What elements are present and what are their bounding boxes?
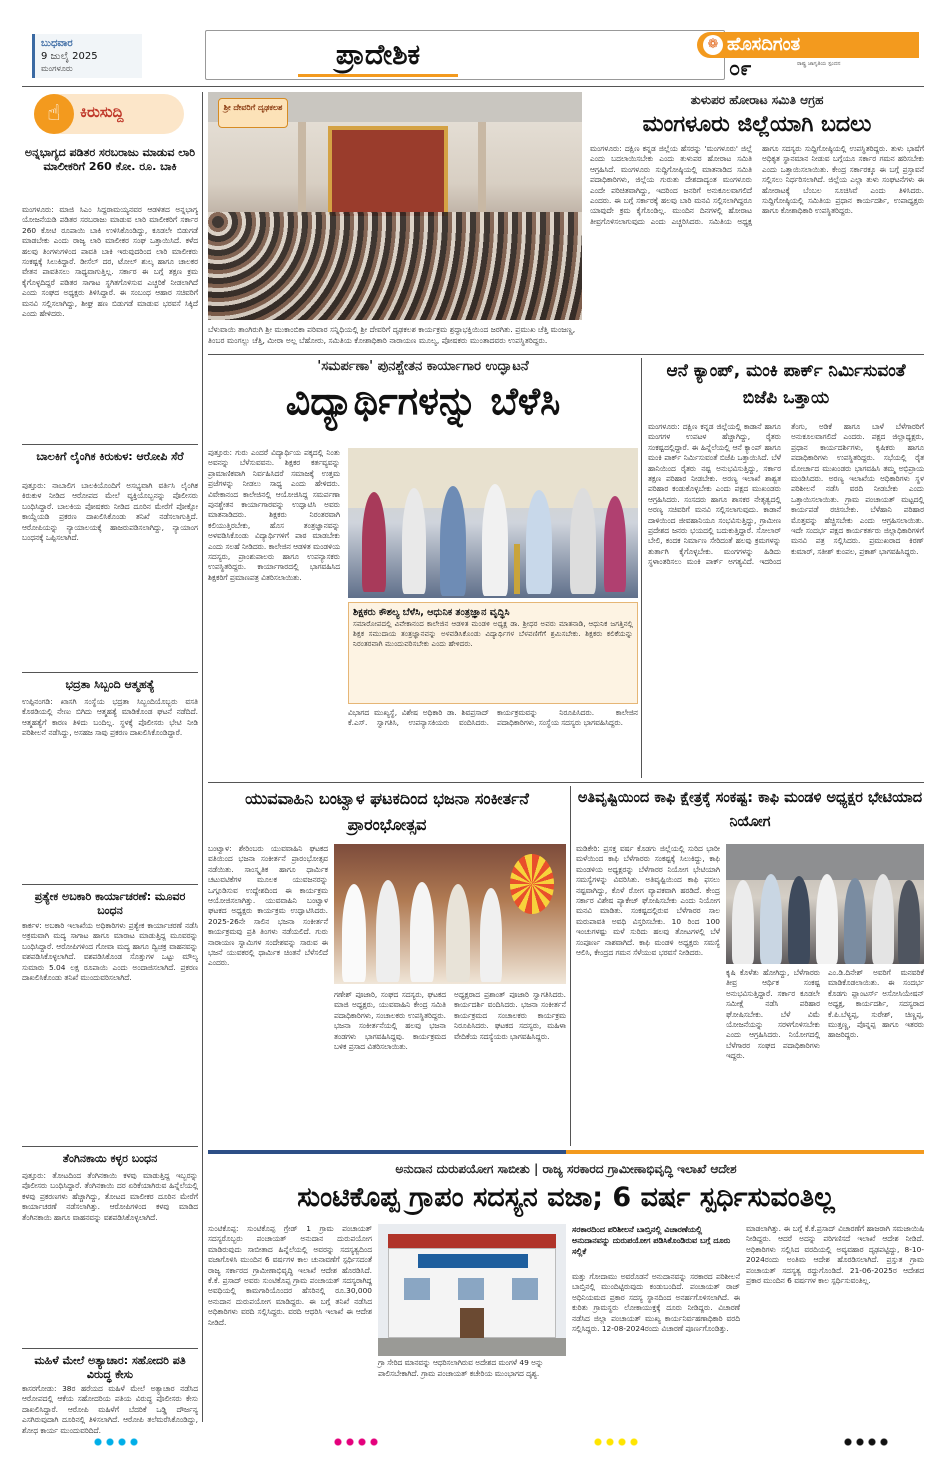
paper-logo bbox=[697, 32, 919, 80]
brief-divider-3 bbox=[22, 884, 198, 885]
idol-frame bbox=[510, 854, 554, 914]
lotus-icon: ❁ bbox=[703, 35, 723, 55]
date-block bbox=[32, 34, 142, 78]
elephant-story bbox=[648, 358, 927, 778]
masthead-day: ಬುಧವಾರ bbox=[41, 38, 73, 49]
brief-divider-5 bbox=[22, 1348, 198, 1349]
yuvavahini-vrule bbox=[570, 786, 571, 1146]
sunti-kicker: ಅನುದಾನ ದುರುಪಯೋಗ ಸಾಬೀತು | ರಾಜ್ಯ ಸರಕಾರದ ಗ್ರಾಮೀಣಾಭಿವೃದ್ಧಿ ಇಲಾಖೆ ಆದೇಶ bbox=[395, 1162, 737, 1176]
paper-tagline: ರಾಷ್ಟ್ರ ಜಾಗೃತಿಯ ಸ್ಪಂದನ bbox=[797, 61, 841, 67]
lamp bbox=[514, 544, 520, 594]
delegate-3 bbox=[788, 876, 810, 964]
devotee-4 bbox=[446, 884, 470, 982]
brief-4 bbox=[22, 890, 201, 1139]
samarpana-caption-title: ಶಿಕ್ಷಕರು ಕೌಶಲ್ಯ ಬೆಳೆಸಿ, ಆಧುನಿಕ ತಂತ್ರಜ್ಞಾನ ವೃದ್ಧಿಸಿ bbox=[353, 607, 510, 618]
yuvavahini-body-3: ಅಧ್ಯಕ್ಷರಾದ ಪ್ರಶಾಂತ್ ಪೂಜಾರಿ ಸ್ವಾಗತಿಸಿದರು. ಕಾರ್ಯದರ್ಶಿ ವಂದಿಸಿದರು. ಭಜನಾ ಸಂಕೀರ್ತನೆ ಕಾರ್ಯಕ್ರಮದ ಸಂಚಾಲಕರು ಕಾರ್ಯಕ್ರಮ ನಿರೂಪಿಸಿದರು. ಘಟಕದ ಸದಸ್ಯರು, ಮಹಿಳಾ ವೇದಿಕೆಯ ಸದಸ್ಯೆಯರು ಭಾಗವಹಿಸಿದ್ದರು. bbox=[454, 990, 569, 1041]
sunti-divider-bar bbox=[208, 1150, 924, 1154]
samarpana-kicker: 'ಸಮರ್ಪಣಾ' ಪುನಶ್ಚೇತನ ಕಾರ್ಯಾಗಾರ ಉದ್ಘಾಟನೆ bbox=[317, 359, 529, 374]
brief-divider-1 bbox=[22, 444, 198, 445]
brief-6-body: ಕಾಸರಗೋಡು: 38ರ ಹರೆಯದ ಮಹಿಳೆ ಮೇಲೆ ಅತ್ಯಾಚಾರ ನಡೆಸಿದ ಆರೋಪದಲ್ಲಿ ಆಕೆಯ ಸಹೋದರಿಯ ಪತಿಯ ವಿರುದ್ಧ ಪೊಲೀಸರು ಕೇಸು ದಾಖಲಿಸಿದ್ದಾರೆ. ಆರೋಪಿ ಮಹಿಳೆಗೆ ಬೆದರಿಕೆ ಒಡ್ಡಿ ದೌರ್ಜನ್ಯ ಎಸಗಿರುವುದಾಗಿ ದೂರಿನಲ್ಲಿ ತಿಳಿಸಲಾಗಿದೆ. ಆರೋಪಿ ತಲೆಮರೆಸಿಕೊಂಡಿದ್ದು, ಶೋಧ ಕಾರ್ಯ ಮುಂದುವರಿದಿದೆ. bbox=[22, 1384, 201, 1435]
masthead-rule bbox=[22, 86, 924, 87]
brief-2-title: ಬಾಲಕಿಗೆ ಲೈಂಗಿಕ ಕಿರುಕುಳ: ಆರೋಪಿ ಸೆರೆ bbox=[36, 450, 184, 463]
temple-caption: ಬೆಳುವಾಯಿ ತಾಂಗಿರುಗಿ ಶ್ರೀ ಮುಕಾಂಬಿಕಾ ಪರಿವಾರ ಸನ್ನಿಧಿಯಲ್ಲಿ ಶ್ರೀ ದೇವರಿಗೆ ದೃಢಕಲಶ ಕಾರ್ಯಕ್ರಮ ಶ್ರದ್ಧಾಭಕ್ತಿಯಿಂದ ಜರಗಿತು. ಪ್ರಮುಖ ಚೆತ್ತಿ ಮಂಜಣ್ಣ, ತಿಂಬರ ಮಂಗಲ್ಲು ಚೆತ್ತಿ, ಮೀರಾ ಅಲ್ಲ ಬೆಹೋರು, ಸಮಿತಿಯ ಕೋಶಾಧಿಕಾರಿ ನಾರಾಯಣ ಮೂಲ್ಯ, ಪೋಷಕರು ಮುಂತಾದವರು ಉಪಸ್ಥಿತರಿದ್ದರು. bbox=[208, 325, 576, 345]
building-roof bbox=[388, 1234, 556, 1248]
kirusuddi-label: ಕಿರುಸುದ್ದಿ bbox=[80, 103, 124, 121]
samarpana-caption-box bbox=[348, 602, 638, 704]
coffee-body: ಮಡಿಕೇರಿ: ಪ್ರಸಕ್ತ ವರ್ಷ ಕೊಡಗು ಜಿಲ್ಲೆಯಲ್ಲಿ ಸುರಿದ ಭಾರೀ ಮಳೆಯಿಂದ ಕಾಫಿ ಬೆಳೆಗಾರರು ಸಂಕಷ್ಟಕ್ಕೆ ಸಿಲುಕಿದ್ದು, ಕಾಫಿ ಮಂಡಳಿಯ ಅಧ್ಯಕ್ಷರನ್ನು ಬೆಳೆಗಾರರ ನಿಯೋಗ ಭೇಟಿಯಾಗಿ ಸಮಸ್ಯೆಗಳನ್ನು ವಿವರಿಸಿತು. ಅತಿವೃಷ್ಟಿಯಿಂದ ಕಾಫಿ ಫಸಲು ನಷ್ಟವಾಗಿದ್ದು, ಕೊಳೆ ರೋಗ ವ್ಯಾಪಕವಾಗಿ ಹರಡಿದೆ. ಕೇಂದ್ರ ಸರ್ಕಾರ ವಿಶೇಷ ಪ್ಯಾಕೇಜ್ ಘೋಷಿಸಬೇಕು ಎಂದು ನಿಯೋಗ ಮನವಿ ಮಾಡಿತು. ಸಂಕಷ್ಟದಲ್ಲಿರುವ ಬೆಳೆಗಾರರ ಸಾಲ ಮರುಪಾವತಿ ಅವಧಿ ವಿಸ್ತರಿಸಬೇಕು. 10 ರಿಂದ 100 ಇಂಚುಗಳಷ್ಟು ಮಳೆ ಸುರಿದು ಹಲವು ತೋಟಗಳಲ್ಲಿ ಬೆಳೆ ಸಂಪೂರ್ಣ ನಾಶವಾಗಿದೆ. ಕಾಫಿ ಮಂಡಳಿ ಅಧ್ಯಕ್ಷರು ಸಮಸ್ಯೆ ಆಲಿಸಿ, ಕೇಂದ್ರದ ಗಮನ ಸೆಳೆಯುವ ಭರವಸೆ ನೀಡಿದರು. bbox=[576, 844, 723, 958]
delegate-1 bbox=[732, 880, 754, 964]
building-door bbox=[460, 1308, 484, 1338]
brief-5 bbox=[22, 1152, 201, 1341]
sunti-body: ಸುಂಟಿಕೊಪ್ಪ: ಸುಂಟಿಕೊಪ್ಪ ಗ್ರೇಡ್ 1 ಗ್ರಾಮ ಪಂಚಾಯತ್ ಸದಸ್ಯರೊಬ್ಬರು ಪಂಚಾಯತ್ ಅನುದಾನ ದುರುಪಯೋಗ ಮಾಡಿರುವುದು ಸಾಬೀತಾದ ಹಿನ್ನೆಲೆಯಲ್ಲಿ ಅವರನ್ನು ಸದಸ್ಯತ್ವದಿಂದ ವಜಾಗೊಳಿಸಿ ಮುಂದಿನ 6 ವರ್ಷಗಳ ಕಾಲ ಚುನಾವಣೆಗೆ ಸ್ಪರ್ಧಿಸದಂತೆ ರಾಜ್ಯ ಸರ್ಕಾರದ ಗ್ರಾಮೀಣಾಭಿವೃದ್ಧಿ ಇಲಾಖೆ ಆದೇಶ ಹೊರಡಿಸಿದೆ. ಕೆ.ಕೆ. ಪ್ರಸಾದ್ ಅವರು ಸುಂಟಿಕೊಪ್ಪ ಗ್ರಾಮ ಪಂಚಾಯತ್ ಸದಸ್ಯರಾಗಿದ್ದ ಅವಧಿಯಲ್ಲಿ ಕಾಮಗಾರಿಯೊಂದರ ಹೆಸರಿನಲ್ಲಿ ರೂ.30,000 ಅನುದಾನ ದುರುಪಯೋಗ ಮಾಡಿದ್ದರು. ಈ ಬಗ್ಗೆ ತನಿಖೆ ನಡೆಸಿದ ಅಧಿಕಾರಿಗಳು ವರದಿ ಸಲ್ಲಿಸಿದ್ದರು. ವರದಿ ಆಧರಿಸಿ ಇಲಾಖೆ ಈ ಆದೇಶ ನೀಡಿದೆ. bbox=[208, 1224, 375, 1327]
building-window-2 bbox=[458, 1278, 484, 1300]
reg-dots-2 bbox=[332, 1438, 382, 1446]
person-3 bbox=[440, 486, 466, 596]
brief-2-body: ಪುತ್ತೂರು: ನಾಬಾಲಿಗ ಬಾಲಕಿಯೊಂದಿಗೆ ಅಸಭ್ಯವಾಗಿ ವರ್ತಿಸಿ ಲೈಂಗಿಕ ಕಿರುಕುಳ ನೀಡಿದ ಆರೋಪದ ಮೇಲೆ ವ್ಯಕ್ತಿಯೊಬ್ಬನನ್ನು ಪೊಲೀಸರು ಬಂಧಿಸಿದ್ದಾರೆ. ಬಾಲಕಿಯ ಪೋಷಕರು ನೀಡಿದ ದೂರಿನ ಮೇರೆಗೆ ಪೋಕ್ಸೋ ಕಾಯ್ದೆಯಡಿ ಪ್ರಕರಣ ದಾಖಲಿಸಿಕೊಂಡು ತನಿಖೆ ನಡೆಸಲಾಗುತ್ತಿದೆ. ಆರೋಪಿಯನ್ನು ನ್ಯಾಯಾಲಯಕ್ಕೆ ಹಾಜರುಪಡಿಸಲಾಗಿದ್ದು, ನ್ಯಾಯಾಂಗ ಬಂಧನಕ್ಕೆ ಒಪ್ಪಿಸಲಾಗಿದೆ. bbox=[22, 481, 201, 543]
person-6 bbox=[570, 488, 596, 594]
temple-badge-text: ಶ್ರೀ ದೇವರಿಗೆ ದೃಢಕಲಶ bbox=[223, 103, 283, 112]
hand-icon: ☝ bbox=[34, 94, 74, 134]
sunti-subhead-box bbox=[572, 1224, 740, 1270]
devotee-3 bbox=[410, 882, 434, 982]
delegate-4 bbox=[816, 874, 838, 964]
tulu-headline: ಮಂಗಳೂರು ಜಿಲ್ಲೆಯಾಗಿ ಬದಲು bbox=[642, 112, 872, 137]
crowd-area bbox=[208, 212, 582, 320]
reg-dots-1 bbox=[92, 1438, 142, 1446]
coffee-body-2: ಕೃಷಿ ಕೊಳೆತು ಹೋಗಿದ್ದು, ಬೆಳೆಗಾರರು ತೀವ್ರ ಆರ್ಥಿಕ ಸಂಕಷ್ಟ ಅನುಭವಿಸುತ್ತಿದ್ದಾರೆ. ಸರ್ಕಾರ ಕೂಡಲೇ ಸಮೀಕ್ಷೆ ನಡೆಸಿ ಪರಿಹಾರ ಘೋಷಿಸಬೇಕು. ಬೆಳೆ ವಿಮೆ ಯೋಜನೆಯನ್ನು ಸರಳಗೊಳಿಸಬೇಕು ಎಂದು ಆಗ್ರಹಿಸಿದರು. ನಿಯೋಗದಲ್ಲಿ ಬೆಳೆಗಾರರ ಸಂಘದ ಪದಾಧಿಕಾರಿಗಳು ಇದ್ದರು. bbox=[726, 968, 823, 1061]
registration-marks bbox=[0, 1430, 945, 1454]
devotee-5 bbox=[480, 888, 502, 982]
person-5 bbox=[526, 490, 552, 594]
brief-6 bbox=[22, 1354, 201, 1435]
sunti-body-2: ಮತ್ತು ಗೋದಾಮು ಅವರೊಡನೆ ಅನುದಾನವನ್ನು ಸರಕಾರದ ಪರಿಶೀಲನೆ ಬಾಬ್ತಿನಲ್ಲಿ ಮುಂದಿಟ್ಟಿರುವುದು ಕಂಡುಬಂದಿದೆ. ಪಂಚಾಯತ್ ರಾಜ್ ಅಧಿನಿಯಮದ ಪ್ರಕಾರ ಸದಸ್ಯ ಸ್ಥಾನದಿಂದ ಅನರ್ಹಗೊಳಿಸಲಾಗಿದೆ. ಈ ಕುರಿತು ಗ್ರಾಮಸ್ಥರು ಲೋಕಾಯುಕ್ತಕ್ಕೆ ದೂರು ನೀಡಿದ್ದರು. ವಿಚಾರಣೆ ನಡೆಸಿದ ಜಿಲ್ಲಾ ಪಂಚಾಯತ್ ಮುಖ್ಯ ಕಾರ್ಯನಿರ್ವಹಣಾಧಿಕಾರಿ ವರದಿ ಸಲ್ಲಿಸಿದ್ದರು. 12-08-2024ರಂದು ವಿಚಾರಣೆ ಪೂರ್ಣಗೊಂಡಿತ್ತು. bbox=[572, 1272, 743, 1334]
brief-1-body: ಮಂಗಳೂರು: ಮಾಜಿ ಸಿಎಂ ಸಿದ್ದರಾಮಯ್ಯನವರ ಆಡಳಿತದ ಅನ್ನಭಾಗ್ಯ ಯೋಜನೆಯಡಿ ಪಡಿತರ ಸರಬರಾಜು ಮಾಡುವ ಲಾರಿ ಮಾಲೀಕರಿಗೆ ಸರ್ಕಾರ 260 ಕೋಟಿ ರೂಪಾಯಿ ಬಾಕಿ ಉಳಿಸಿಕೊಂಡಿದ್ದು, ಕೂಡಲೇ ಬಿಡುಗಡೆ ಮಾಡಬೇಕು ಎಂದು ರಾಜ್ಯ ಲಾರಿ ಮಾಲೀಕರ ಸಂಘ ಒತ್ತಾಯಿಸಿದೆ. ಕಳೆದ ಹಲವು ತಿಂಗಳುಗಳಿಂದ ಪಾವತಿ ಬಾಕಿ ಇರುವುದರಿಂದ ಲಾರಿ ಮಾಲೀಕರು ಸಂಕಷ್ಟಕ್ಕೆ ಸಿಲುಕಿದ್ದಾರೆ. ಡೀಸೆಲ್ ದರ, ಟೋಲ್ ಶುಲ್ಕ ಹಾಗೂ ಚಾಲಕರ ವೇತನ ಪಾವತಿಸಲು ಸಾಧ್ಯವಾಗುತ್ತಿಲ್ಲ. ಸರ್ಕಾರ ಈ ಬಗ್ಗೆ ತಕ್ಷಣ ಕ್ರಮ ಕೈಗೊಳ್ಳದಿದ್ದರೆ ಪಡಿತರ ಸಾಗಾಟ ಸ್ಥಗಿತಗೊಳಿಸುವ ಎಚ್ಚರಿಕೆ ನೀಡಲಾಗಿದೆ ಎಂದು ಸಂಘದ ಅಧ್ಯಕ್ಷರು ತಿಳಿಸಿದ್ದಾರೆ. ಈ ಸಂಬಂಧ ಆಹಾರ ಸಚಿವರಿಗೆ ಮನವಿ ಸಲ್ಲಿಸಲಾಗಿದ್ದು, ಶೀಘ್ರ ಹಣ ಬಿಡುಗಡೆ ಮಾಡುವ ಭರವಸೆ ಸಿಕ್ಕಿದೆ ಎಂದು ಹೇಳಿದರು. bbox=[22, 205, 201, 319]
yuvavahini-headline: ಯುವವಾಹಿನಿ ಬಂಟ್ವಾಳ ಘಟಕದಿಂದ ಭಜನಾ ಸಂಕೀರ್ತನೆ ಪ್ರಾರಂಭೋತ್ಸವ bbox=[245, 789, 529, 834]
middle-divider bbox=[208, 782, 924, 783]
samarpana-body-right: ವಿಭಾಗದ ಮುಖ್ಯಸ್ಥೆ, ವಿಶೇಷ ಅಧಿಕಾರಿ ಡಾ. ಶಿವಪ್ರಸಾದ್ ಕೆ.ಎಸ್. ಸ್ವಾಗತಿಸಿ, ಉಪನ್ಯಾಸಕಿಯರು ವಂದಿಸಿದರು. ಕಾರ್ಯಕ್ರಮವನ್ನು ನಿರೂಪಿಸಿದರು. ಕಾಲೇಜಿನ ಪದಾಧಿಕಾರಿಗಳು, ಸಂಸ್ಥೆಯ ಸದಸ್ಯರು ಭಾಗವಹಿಸಿದ್ದರು. bbox=[348, 708, 641, 728]
brief-divider-4 bbox=[22, 1146, 198, 1147]
page-number: ೦೯ bbox=[729, 56, 752, 80]
masthead-city: ಮಂಗಳೂರು bbox=[41, 64, 73, 73]
brief-1 bbox=[22, 146, 201, 441]
sunti-subhead: ಸರಕಾರದಿಂದ ಪರಿಶೀಲನೆ ಬಾಬ್ತಿನಲ್ಲಿ ವಿಚಾರಣೆಯಲ್ಲಿ ಅನುದಾನವನ್ನು ದುರುಪಯೋಗ ಪಡಿಸಿಕೊಂಡಿರುವ ಬಗ್ಗೆ ದೂರು ಸಲ್ಲಿಕೆ bbox=[572, 1225, 731, 1256]
left-column-rule bbox=[202, 92, 203, 1422]
kirusuddi-header bbox=[34, 94, 184, 134]
samarpana-caption-body: ಸಮಾರೋಪದಲ್ಲಿ ವಿವೇಕಾನಂದ ಕಾಲೇಜಿನ ಆಡಳಿತ ಮಂಡಳಿ ಅಧ್ಯಕ್ಷ ಡಾ. ಶ್ರೀಧರ ಅವರು ಮಾತನಾಡಿ, ಆಧುನಿಕ ಜಗತ್ತಿನಲ್ಲಿ ಶಿಕ್ಷಕ ಸಮುದಾಯ ತಂತ್ರಜ್ಞಾನವನ್ನು ಅಳವಡಿಸಿಕೊಂಡು ವಿದ್ಯಾರ್ಥಿಗಳ ಬೆಳವಣಿಗೆಗೆ ಶ್ರಮಿಸಬೇಕು. ಶಿಕ್ಷಕರು ಕಲಿಕೆಯನ್ನು ನಿರಂತರವಾಗಿ ಮುಂದುವರಿಸಬೇಕು ಎಂದು ಹೇಳಿದರು. bbox=[353, 619, 636, 648]
samarpana-photo bbox=[348, 448, 638, 598]
brief-5-body: ಪುತ್ತೂರು: ತೋಟದಿಂದ ತೆಂಗಿನಕಾಯಿ ಕಳವು ಮಾಡುತ್ತಿದ್ದ ಇಬ್ಬರನ್ನು ಪೊಲೀಸರು ಬಂಧಿಸಿದ್ದಾರೆ. ತೆಂಗಿನಕಾಯಿ ದರ ಏರಿಕೆಯಾಗಿರುವ ಹಿನ್ನೆಲೆಯಲ್ಲಿ ಕಳವು ಪ್ರಕರಣಗಳು ಹೆಚ್ಚಾಗಿದ್ದು, ತೋಟದ ಮಾಲೀಕರ ದೂರಿನ ಮೇರೆಗೆ ಕಾರ್ಯಾಚರಣೆ ನಡೆಸಲಾಗಿತ್ತು. ಆರೋಪಿಗಳಿಂದ ಕಳವು ಮಾಡಿದ ತೆಂಗಿನಕಾಯಿ ಹಾಗೂ ವಾಹನವನ್ನು ವಶಪಡಿಸಿಕೊಳ್ಳಲಾಗಿದೆ. bbox=[22, 1171, 201, 1222]
yuvavahini-photo bbox=[334, 844, 566, 984]
ground bbox=[378, 1338, 566, 1356]
temple-photo bbox=[208, 92, 582, 320]
sunti-body-3: ಮಾಡಲಾಗಿತ್ತು. ಈ ಬಗ್ಗೆ ಕೆ.ಕೆ.ಪ್ರಸಾದ್ ವಿಚಾರಣೆಗೆ ಹಾಜರಾಗಿ ಸಮಜಾಯಿಷಿ ನೀಡಿದ್ದರು. ಆದರೆ ಅದನ್ನು ಪರಿಗಣಿಸದೆ ಇಲಾಖೆ ಆದೇಶ ನೀಡಿದೆ. ಅಧಿಕಾರಿಗಳು ಸಲ್ಲಿಸಿದ ವರದಿಯಲ್ಲಿ ಅವ್ಯವಹಾರ ದೃಢಪಟ್ಟಿದ್ದು, 8-10-2024ರಂದು ಅಂತಿಮ ಆದೇಶ ಹೊರಡಿಸಲಾಗಿದೆ. ಪ್ರಸ್ತುತ ಗ್ರಾಮ ಪಂಚಾಯತ್ ಸದಸ್ಯತ್ವ ರದ್ದುಗೊಂಡಿದೆ. 21-06-2025ರ ಆದೇಶದ ಪ್ರಕಾರ ಮುಂದಿನ 6 ವರ್ಷಗಳ ಕಾಲ ಸ್ಪರ್ಧಿಸುವಂತಿಲ್ಲ. bbox=[746, 1224, 927, 1286]
tulu-story bbox=[590, 92, 927, 350]
person-2 bbox=[402, 488, 426, 594]
building-signboard bbox=[418, 1254, 528, 1268]
delegate-5 bbox=[844, 878, 866, 964]
section-underline bbox=[298, 74, 458, 77]
delegate-7 bbox=[898, 880, 920, 964]
yuvavahini-body-2: ಗಣೇಶ್ ಪೂಜಾರಿ, ಸಂಘದ ಸದಸ್ಯರು, ಘಟಕದ ಮಾಜಿ ಅಧ್ಯಕ್ಷರು, ಯುವವಾಹಿನಿ ಕೇಂದ್ರ ಸಮಿತಿ ಪದಾಧಿಕಾರಿಗಳು, ಸಂಚಾಲಕರು ಉಪಸ್ಥಿತರಿದ್ದರು. ಭಜನಾ ಸಂಕೀರ್ತನೆಯಲ್ಲಿ ಹಲವು ಭಜನಾ ತಂಡಗಳು ಭಾಗವಹಿಸಿದ್ದವು. ಕಾರ್ಯಕ್ರಮದ ಬಳಿಕ ಪ್ರಸಾದ ವಿತರಿಸಲಾಯಿತು. bbox=[334, 990, 449, 1052]
coffee-photo bbox=[726, 844, 924, 964]
brief-3-title: ಭದ್ರತಾ ಸಿಬ್ಬಂದಿ ಆತ್ಮಹತ್ಯೆ bbox=[65, 678, 155, 691]
yuvavahini-body: ಬಂಟ್ವಾಳ: ಶೇರಿಂಬರು ಯುವವಾಹಿನಿ ಘಟಕದ ವತಿಯಿಂದ ಭಜನಾ ಸಂಕೀರ್ತನೆ ಪ್ರಾರಂಭೋತ್ಸವ ನಡೆಯಿತು. ಸಾಂಸ್ಕೃತಿಕ ಹಾಗೂ ಧಾರ್ಮಿಕ ಚಟುವಟಿಕೆಗಳ ಮೂಲಕ ಯುವಜನರನ್ನು ಒಗ್ಗೂಡಿಸುವ ಉದ್ದೇಶದಿಂದ ಈ ಕಾರ್ಯಕ್ರಮ ಆಯೋಜಿಸಲಾಗಿತ್ತು. ಯುವವಾಹಿನಿ ಬಂಟ್ವಾಳ ಘಟಕದ ಅಧ್ಯಕ್ಷರು ಕಾರ್ಯಕ್ರಮ ಉದ್ಘಾಟಿಸಿದರು. 2025-26ನೇ ಸಾಲಿನ ಭಜನಾ ಸಂಕೀರ್ತನೆ ಕಾರ್ಯಕ್ರಮವು ಪ್ರತಿ ತಿಂಗಳು ನಡೆಯಲಿದೆ. ಗುರು ನಾರಾಯಣ ಸ್ವಾಮಿಗಳ ಸಂದೇಶವನ್ನು ಸಾರುವ ಈ ಭಜನೆ ಯುವಕರಲ್ಲಿ ಧಾರ್ಮಿಕ ಚಿಂತನೆ ಬೆಳೆಸಲಿದೆ ಎಂದರು. bbox=[208, 844, 331, 968]
kirusuddi-column bbox=[22, 92, 201, 1435]
brief-6-title: ಮಹಿಳೆ ಮೇಲೆ ಅತ್ಯಾಚಾರ: ಸಹೋದರಿ ಪತಿ ವಿರುದ್ಧ ಕೇಸು bbox=[34, 1354, 186, 1381]
brief-divider-2 bbox=[22, 672, 198, 673]
brief-3-body: ಉಪ್ಪಿನಂಗಡಿ: ಖಾಸಗಿ ಸಂಸ್ಥೆಯ ಭದ್ರತಾ ಸಿಬ್ಬಂದಿಯೊಬ್ಬರು ವಸತಿ ಕೊಠಡಿಯಲ್ಲಿ ನೇಣು ಬಿಗಿದು ಆತ್ಮಹತ್ಯೆ ಮಾಡಿಕೊಂಡ ಘಟನೆ ನಡೆದಿದೆ. ಆತ್ಮಹತ್ಯೆಗೆ ಕಾರಣ ತಿಳಿದು ಬಂದಿಲ್ಲ. ಸ್ಥಳಕ್ಕೆ ಪೊಲೀಸರು ಭೇಟಿ ನೀಡಿ ಪರಿಶೀಲನೆ ನಡೆಸಿದ್ದು, ಅಸಹಜ ಸಾವು ಪ್ರಕರಣ ದಾಖಲಿಸಿಕೊಂಡಿದ್ದಾರೆ. bbox=[22, 697, 201, 738]
elephant-body: ಮಂಗಳೂರು: ದಕ್ಷಿಣ ಕನ್ನಡ ಜಿಲ್ಲೆಯಲ್ಲಿ ಕಾಡಾನೆ ಹಾಗೂ ಮಂಗಗಳ ಉಪಟಳ ಹೆಚ್ಚಾಗಿದ್ದು, ರೈತರು ಸಂಕಷ್ಟದಲ್ಲಿದ್ದಾರೆ. ಈ ಹಿನ್ನೆಲೆಯಲ್ಲಿ ಆನೆ ಕ್ಯಾಂಪ್ ಹಾಗೂ ಮಂಕಿ ಪಾರ್ಕ್ ನಿರ್ಮಿಸುವಂತೆ ಬಿಜೆಪಿ ಒತ್ತಾಯಿಸಿದೆ. ಬೆಳೆ ಹಾನಿಯಿಂದ ರೈತರು ನಷ್ಟ ಅನುಭವಿಸುತ್ತಿದ್ದು, ಸರ್ಕಾರ ತಕ್ಷಣ ಪರಿಹಾರ ನೀಡಬೇಕು. ಅರಣ್ಯ ಇಲಾಖೆ ಶಾಶ್ವತ ಪರಿಹಾರ ಕಂಡುಕೊಳ್ಳಬೇಕು ಎಂದು ಪಕ್ಷದ ಮುಖಂಡರು ಆಗ್ರಹಿಸಿದರು. ಸಂಸದರು ಹಾಗೂ ಶಾಸಕರ ನೇತೃತ್ವದಲ್ಲಿ ಅರಣ್ಯ ಸಚಿವರಿಗೆ ಮನವಿ ಸಲ್ಲಿಸಲಾಗುವುದು. ಕಾಡಾನೆ ದಾಳಿಯಿಂದ ಜೀವಹಾನಿಯೂ ಸಂಭವಿಸುತ್ತಿದ್ದು, ಗ್ರಾಮೀಣ ಪ್ರದೇಶದ ಜನರು ಭಯದಲ್ಲಿ ಬದುಕುತ್ತಿದ್ದಾರೆ. ಸೋಲಾರ್ ಬೇಲಿ, ಕಂದಕ ನಿರ್ಮಾಣ ಸೇರಿದಂತೆ ಹಲವು ಕ್ರಮಗಳನ್ನು ತುರ್ತಾಗಿ ಕೈಗೊಳ್ಳಬೇಕು. ಮಂಗಗಳನ್ನು ಹಿಡಿದು ಸ್ಥಳಾಂತರಿಸಲು ಮಂಕಿ ಪಾರ್ಕ್ ಅಗತ್ಯವಿದೆ. ಇದರಿಂದ ತೆಂಗು, ಅಡಿಕೆ ಹಾಗೂ ಬಾಳೆ ಬೆಳೆಗಾರರಿಗೆ ಅನುಕೂಲವಾಗಲಿದೆ ಎಂದರು. ಪಕ್ಷದ ಜಿಲ್ಲಾಧ್ಯಕ್ಷರು, ಪ್ರಧಾನ ಕಾರ್ಯದರ್ಶಿಗಳು, ಕೃಷಿಕರು ಹಾಗೂ ಪದಾಧಿಕಾರಿಗಳು ಉಪಸ್ಥಿತರಿದ್ದರು. ಸಭೆಯಲ್ಲಿ ರೈತ ಮೋರ್ಚಾದ ಮುಖಂಡರು ಭಾಗವಹಿಸಿ ತಮ್ಮ ಅಭಿಪ್ರಾಯ ಮಂಡಿಸಿದರು. ಅರಣ್ಯ ಇಲಾಖೆಯ ಅಧಿಕಾರಿಗಳು ಸ್ಥಳ ಪರಿಶೀಲನೆ ನಡೆಸಿ ವರದಿ ನೀಡಬೇಕು ಎಂದು ಒತ್ತಾಯಿಸಲಾಯಿತು. ಗ್ರಾಮ ಪಂಚಾಯತ್ ಮಟ್ಟದಲ್ಲಿ ಕಾರ್ಯಪಡೆ ರಚಿಸಬೇಕು. ಬೆಳೆಹಾನಿ ಪರಿಹಾರ ಮೊತ್ತವನ್ನು ಹೆಚ್ಚಿಸಬೇಕು ಎಂದು ಆಗ್ರಹಿಸಲಾಯಿತು. ಇದೇ ಸಂದರ್ಭ ಪಕ್ಷದ ಕಾರ್ಯಕರ್ತರು ಜಿಲ್ಲಾಧಿಕಾರಿಗಳಿಗೆ ಮನವಿ ಪತ್ರ ಸಲ್ಲಿಸಿದರು. ಪ್ರಮುಖರಾದ ಕಿರಣ್ ಕುಮಾರ್, ಸತೀಶ್ ಕುಂಪಲ, ಪ್ರಕಾಶ್ ಭಾಗವಹಿಸಿದ್ದರು. bbox=[648, 422, 927, 567]
section-banner bbox=[205, 30, 725, 80]
sunti-photo bbox=[378, 1224, 566, 1356]
temple-shrine bbox=[328, 126, 448, 216]
brief-4-title: ಪ್ರತ್ಯೇಕ ಅಬಕಾರಿ ಕಾರ್ಯಾಚರಣೆ: ಮೂವರ ಬಂಧನ bbox=[34, 890, 186, 917]
delegate-6 bbox=[872, 874, 894, 964]
temple-badge bbox=[218, 98, 288, 128]
person-1 bbox=[362, 492, 386, 592]
samarpana-body-left: ಪುತ್ತೂರು: ಗುರು ಎಂದರೆ ವಿದ್ಯಾರ್ಥಿಯ ಪಕ್ಕದಲ್ಲಿ ನಿಂತು ಅವನನ್ನು ಬೆಳೆಸುವವನು. ಶಿಕ್ಷಕರ ಕರ್ತವ್ಯವನ್ನು ಪ್ರಾಮಾಣಿಕವಾಗಿ ನಿರ್ವಹಿಸಿದರೆ ಸಮಾಜಕ್ಕೆ ಉತ್ತಮ ಪ್ರಜೆಗಳನ್ನು ನೀಡಲು ಸಾಧ್ಯ ಎಂದು ಹೇಳಿದರು. ವಿವೇಕಾನಂದ ಕಾಲೇಜಿನಲ್ಲಿ ಆಯೋಜಿಸಿದ್ದ ಸಮರ್ಪಣಾ ಪುನಶ್ಚೇತನ ಕಾರ್ಯಾಗಾರವನ್ನು ಉದ್ಘಾಟಿಸಿ ಅವರು ಮಾತನಾಡಿದರು. ಶಿಕ್ಷಕರು ನಿರಂತರವಾಗಿ ಕಲಿಯುತ್ತಿರಬೇಕು, ಹೊಸ ತಂತ್ರಜ್ಞಾನವನ್ನು ಅಳವಡಿಸಿಕೊಂಡು ವಿದ್ಯಾರ್ಥಿಗಳಿಗೆ ಪಾಠ ಮಾಡಬೇಕು ಎಂದು ಸಲಹೆ ನೀಡಿದರು. ಕಾಲೇಜಿನ ಆಡಳಿತ ಮಂಡಳಿಯ ಸದಸ್ಯರು, ಪ್ರಾಂಶುಪಾಲರು ಹಾಗೂ ಉಪನ್ಯಾಸಕರು ಉಪಸ್ಥಿತರಿದ್ದರು. ಕಾರ್ಯಾಗಾರದಲ್ಲಿ ಭಾಗವಹಿಸಿದ ಶಿಕ್ಷಕರಿಗೆ ಪ್ರಮಾಣಪತ್ರ ವಿತರಿಸಲಾಯಿತು. bbox=[208, 448, 343, 582]
paper-name: ಹೊಸದಿಗಂತ bbox=[727, 34, 801, 55]
brief-4-body: ಕಾರ್ಕಳ: ಅಬಕಾರಿ ಇಲಾಖೆಯ ಅಧಿಕಾರಿಗಳು ಪ್ರತ್ಯೇಕ ಕಾರ್ಯಾಚರಣೆ ನಡೆಸಿ ಅಕ್ರಮವಾಗಿ ಮದ್ಯ ಸಾಗಾಟ ಹಾಗೂ ಮಾರಾಟ ಮಾಡುತ್ತಿದ್ದ ಮೂವರನ್ನು ಬಂಧಿಸಿದ್ದಾರೆ. ಆರೋಪಿಗಳಿಂದ ಗೋವಾ ಮದ್ಯ ಹಾಗೂ ದ್ವಿಚಕ್ರ ವಾಹನವನ್ನು ವಶಪಡಿಸಿಕೊಳ್ಳಲಾಗಿದೆ. ವಶಪಡಿಸಿಕೊಂಡ ಸೊತ್ತುಗಳ ಒಟ್ಟು ಮೌಲ್ಯ ಸುಮಾರು 5.04 ಲಕ್ಷ ರೂಪಾಯಿ ಎಂದು ಅಂದಾಜಿಸಲಾಗಿದೆ. ಪ್ರಕರಣ ದಾಖಲಿಸಿಕೊಂಡು ತನಿಖೆ ಮುಂದುವರಿಸಲಾಗಿದೆ. bbox=[22, 921, 201, 983]
tulu-kicker: ತುಳುಪರ ಹೋರಾಟ ಸಮಿತಿ ಆಗ್ರಹ bbox=[690, 93, 824, 107]
building-window-1 bbox=[404, 1278, 430, 1300]
brief-1-title: ಅನ್ನಭಾಗ್ಯದ ಪಡಿತರ ಸರಬರಾಜು ಮಾಡುವ ಲಾರಿ ಮಾಲೀಕರಿಗೆ 260 ಕೋ. ರೂ. ಬಾಕಿ bbox=[24, 146, 196, 173]
coffee-story bbox=[576, 786, 924, 842]
coffee-body-3: ಎಂ.ಡಿ.ದಿನೇಶ್ ಅವರಿಗೆ ಮನವರಿಕೆ ಮಾಡಿಕೊಡಲಾಯಿತು. ಈ ಸಂದರ್ಭ ಕೊಡಗು ಪ್ಲಾಂಟರ್ಸ್ ಅಸೋಸಿಯೇಷನ್ ಅಧ್ಯಕ್ಷ, ಕಾರ್ಯದರ್ಶಿ, ಸದಸ್ಯರಾದ ಕೆ.ಪಿ.ಬೆಳ್ಯಪ್ಪ, ಸುರೇಶ್, ಚಿಣ್ಣಪ್ಪ, ಮುತ್ತಣ್ಣ, ಪೊನ್ನಪ್ಪ ಹಾಗೂ ಇತರರು ಹಾಜರಿದ್ದರು. bbox=[828, 968, 927, 1040]
samarpana-vrule bbox=[641, 358, 642, 778]
brief-5-title: ತೆಂಗಿನಕಾಯಿ ಕಳ್ಳರ ಬಂಧನ bbox=[62, 1152, 158, 1165]
masthead bbox=[0, 0, 945, 86]
coffee-headline: ಅತಿವೃಷ್ಟಿಯಿಂದ ಕಾಫಿ ಕ್ಷೇತ್ರಕ್ಕೆ ಸಂಕಷ್ಟ: ಕಾಫಿ ಮಂಡಳಿ ಅಧ್ಯಕ್ಷರ ಭೇಟಿಯಾದ ನಿಯೋಗ bbox=[577, 790, 923, 830]
elephant-headline: ಆನೆ ಕ್ಯಾಂಪ್, ಮಂಕಿ ಪಾರ್ಕ್ ನಿರ್ಮಿಸುವಂತೆ ಬಿಜೆಪಿ ಒತ್ತಾಯ bbox=[666, 361, 906, 408]
brief-3 bbox=[22, 678, 201, 877]
devotee-2 bbox=[376, 880, 400, 982]
samarpana-headline: ವಿದ್ಯಾರ್ಥಿಗಳನ್ನು ಬೆಳೆಸಿ bbox=[285, 379, 561, 423]
tulu-divider bbox=[208, 354, 924, 355]
masthead-date: 9 ಜುಲೈ 2025 bbox=[41, 51, 98, 62]
devotee-1 bbox=[342, 884, 366, 982]
sunti-headline: ಸುಂಟಿಕೊಪ್ಪ ಗ್ರಾಪಂ ಸದಸ್ಯನ ವಜಾ; 6 ವರ್ಷ ಸ್ಪರ್ಧಿಸುವಂತಿಲ್ಲ bbox=[297, 1182, 835, 1213]
building-window-3 bbox=[512, 1278, 538, 1300]
sunti-caption: ಗ್ರಾ ಸೇರಿದ ಮಾನವನ್ನು ಆಧರಿಸಲಾಗಿರುವ ಅದೇಶದ ಮಂಗಳೆ 49 ಅನ್ನು ಪಾಲಿಸಬೇಕಾಗಿದೆ. ಗ್ರಾಮ ಪಂಚಾಯತ್ ಕಚೇರಿಯ ಮುಂಭಾಗದ ದೃಶ್ಯ. bbox=[378, 1358, 544, 1378]
reg-dots-3 bbox=[592, 1438, 642, 1446]
person-4 bbox=[482, 484, 508, 596]
reg-dots-4 bbox=[842, 1438, 892, 1446]
delegate-2 bbox=[760, 874, 782, 964]
section-title: ಪ್ರಾದೇಶಿಕ bbox=[335, 38, 421, 71]
samarpana-story bbox=[208, 358, 641, 778]
tulu-body: ಮಂಗಳೂರು: ದಕ್ಷಿಣ ಕನ್ನಡ ಜಿಲ್ಲೆಯ ಹೆಸರನ್ನು 'ಮಂಗಳೂರು' ಜಿಲ್ಲೆ ಎಂದು ಬದಲಾಯಿಸಬೇಕು ಎಂದು ತುಳುಪರ ಹೋರಾಟ ಸಮಿತಿ ಆಗ್ರಹಿಸಿದೆ. ಮಂಗಳೂರು ಸುದ್ದಿಗೋಷ್ಠಿಯಲ್ಲಿ ಮಾತನಾಡಿದ ಸಮಿತಿ ಪದಾಧಿಕಾರಿಗಳು, ಜಿಲ್ಲೆಯ ಗುರುತು ದೇಶದಾದ್ಯಂತ ಮಂಗಳೂರು ಎಂದೇ ಪರಿಚಿತವಾಗಿದ್ದು, ಇದರಿಂದ ಜನರಿಗೆ ಅನುಕೂಲವಾಗಲಿದೆ ಎಂದರು. ಈ ಬಗ್ಗೆ ಸರ್ಕಾರಕ್ಕೆ ಹಲವು ಬಾರಿ ಮನವಿ ಸಲ್ಲಿಸಲಾಗಿದ್ದರೂ ಯಾವುದೇ ಕ್ರಮ ಕೈಗೊಂಡಿಲ್ಲ. ಮುಂದಿನ ದಿನಗಳಲ್ಲಿ ಹೋರಾಟ ತೀವ್ರಗೊಳಿಸಲಾಗುವುದು ಎಂದು ಎಚ್ಚರಿಸಿದರು. ಸಮಿತಿಯ ಅಧ್ಯಕ್ಷ ಹಾಗೂ ಸದಸ್ಯರು ಸುದ್ದಿಗೋಷ್ಠಿಯಲ್ಲಿ ಉಪಸ್ಥಿತರಿದ್ದರು. ತುಳು ಭಾಷೆಗೆ ಅಧಿಕೃತ ಸ್ಥಾನಮಾನ ನೀಡುವ ಬಗ್ಗೆಯೂ ಸರ್ಕಾರ ಗಮನ ಹರಿಸಬೇಕು ಎಂದು ಒತ್ತಾಯಿಸಲಾಯಿತು. ಕೇಂದ್ರ ಸರ್ಕಾರಕ್ಕೂ ಈ ಬಗ್ಗೆ ಪ್ರಸ್ತಾವನೆ ಸಲ್ಲಿಸಲು ನಿರ್ಧರಿಸಲಾಗಿದೆ. ಜಿಲ್ಲೆಯ ಎಲ್ಲಾ ತುಳು ಸಂಘಟನೆಗಳು ಈ ಹೋರಾಟಕ್ಕೆ ಬೆಂಬಲ ಸೂಚಿಸಿವೆ ಎಂದು ತಿಳಿಸಿದರು. ಸುದ್ದಿಗೋಷ್ಠಿಯಲ್ಲಿ ಸಮಿತಿಯ ಪ್ರಧಾನ ಕಾರ್ಯದರ್ಶಿ, ಉಪಾಧ್ಯಕ್ಷರು ಹಾಗೂ ಕೋಶಾಧಿಕಾರಿ ಉಪಸ್ಥಿತರಿದ್ದರು. bbox=[590, 144, 927, 226]
brief-2 bbox=[22, 450, 201, 669]
person-7 bbox=[604, 496, 626, 592]
